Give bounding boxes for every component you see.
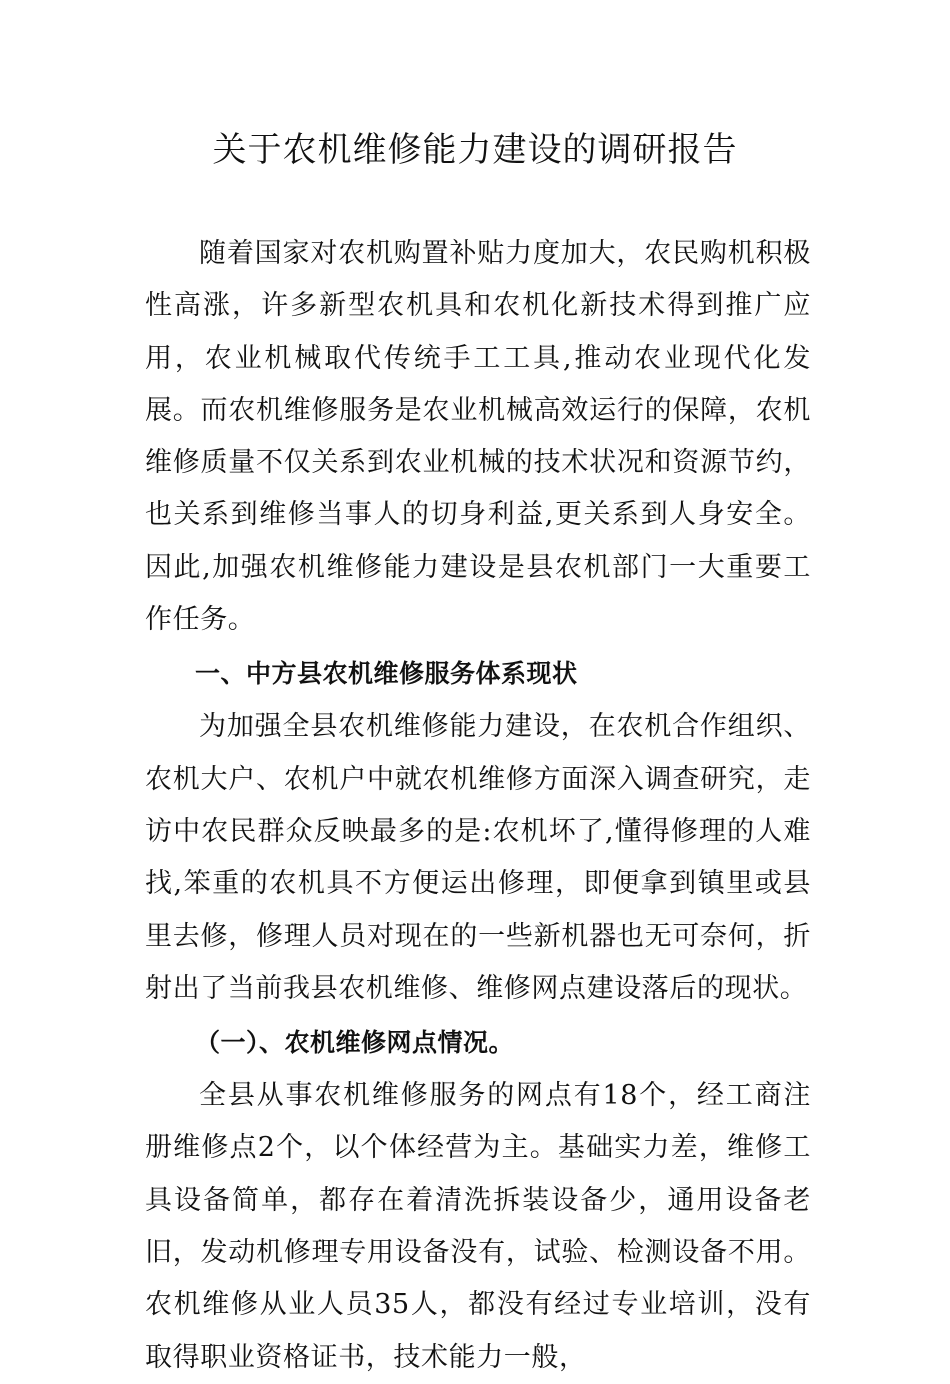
document-body	[145, 228, 811, 1384]
document-title: 关于农机维修能力建设的调研报告	[212, 130, 738, 170]
section-paragraph: 为加强全县农机维修能力建设，在农机合作组织、农机大户、农机户中就农机维修方面深入调查研究，走访中农民群众反映最多的是:农机坏了,懂得修理的人难找,笨重的农机具不方便运出修理，即便拿到镇里或县里去修，修理人员对现在的一些新机器也无可奈何，折射出了当前我县农机维修、维修网点建设落后的现状。	[145, 711, 811, 1004]
subsection-paragraph: 全县从事农机维修服务的网点有18个，经工商注册维修点2个，以个体经营为主。基础实力差，维修工具设备简单，都存在着清洗拆装设备少，通用设备老旧，发动机修理专用设备没有，试验、检测设备不用。农机维修从业人员35人，都没有经过专业培训，没有取得职业资格证书，技术能力一般，	[145, 1080, 811, 1373]
intro-paragraph: 随着国家对农机购置补贴力度加大，农民购机积极性高涨，许多新型农机具和农机化新技术得到推广应用，农业机械取代传统手工工具,推动农业现代化发展。而农机维修服务是农业机械高效运行的保障，农机维修质量不仅关系到农业机械的技术状况和资源节约，也关系到维修当事人的切身利益,更关系到人身安全。因此,加强农机维修能力建设是县农机部门一大重要工作任务。	[145, 238, 811, 636]
section-heading: 一、中方县农机维修服务体系现状	[195, 659, 578, 689]
subsection-heading: （一）、农机维修网点情况。	[195, 1028, 515, 1058]
